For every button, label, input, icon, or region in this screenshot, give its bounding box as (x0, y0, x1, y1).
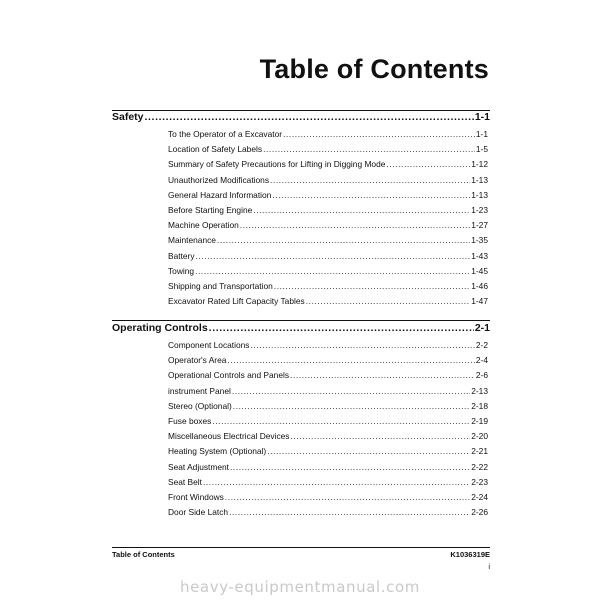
dot-leader (263, 142, 475, 157)
toc-section-operating-controls (112, 320, 490, 520)
footer-document-code: K1036319E (450, 550, 490, 559)
dot-leader (270, 173, 470, 188)
section-heading-safety[interactable] (112, 109, 490, 125)
dot-leader (227, 353, 474, 368)
toc-entry[interactable] (168, 173, 488, 188)
toc-entry-label: Operator's Area (168, 355, 227, 366)
dot-leader (283, 127, 475, 142)
toc-entry-label: Seat Adjustment (168, 461, 229, 472)
toc-entry-page: 1-23 (471, 204, 488, 215)
dot-leader (386, 157, 470, 172)
toc-entry-page: 2-24 (471, 491, 488, 502)
section-heading-operating-controls[interactable] (112, 320, 490, 336)
toc-entry-label: Machine Operation (168, 220, 239, 231)
toc-entry[interactable] (168, 279, 488, 294)
toc-entry-page: 1-45 (471, 265, 488, 276)
toc-entries-safety (112, 127, 490, 309)
toc-entry[interactable] (168, 414, 488, 429)
dot-leader (272, 188, 470, 203)
dot-leader (212, 414, 470, 429)
toc-entry-label: Towing (168, 265, 195, 276)
toc-entry-page: 2-26 (471, 507, 488, 518)
toc-entry-label: To the Operator of a Excavator (168, 129, 283, 139)
toc-entry-page: 2-22 (471, 461, 488, 472)
toc-entry[interactable] (168, 218, 488, 233)
footer-title: Table of Contents (112, 550, 175, 559)
toc-entry-page: 2-23 (471, 476, 488, 487)
dot-leader (267, 444, 470, 459)
toc-entries-operating-controls (112, 338, 490, 520)
dot-leader (145, 109, 474, 125)
dot-leader (233, 399, 470, 414)
section-heading-page: 2-1 (474, 322, 490, 334)
toc-entry-label: Seat Belt (168, 476, 202, 487)
toc-entry-page: 1-1 (475, 129, 488, 139)
toc-entry-label: Heating System (Optional) (168, 446, 267, 457)
toc-entry-label: Battery (168, 250, 195, 261)
toc-entry[interactable] (168, 233, 488, 248)
toc-entry-page: 2-6 (475, 370, 488, 381)
toc-entry[interactable] (168, 157, 488, 172)
toc-entry-label: Summary of Safety Precautions for Lifting in Digging Mode (168, 159, 386, 170)
dot-leader (253, 203, 470, 218)
toc-entry[interactable] (168, 353, 488, 368)
toc-entry-label: instrument Panel (168, 385, 231, 396)
dot-leader (217, 233, 470, 248)
toc-entry-page: 1-43 (471, 250, 488, 261)
toc-entry-page: 1-47 (471, 296, 488, 307)
toc-entry[interactable] (168, 368, 488, 383)
dot-leader (195, 264, 470, 279)
toc-entry-label: Miscellaneous Electrical Devices (168, 431, 290, 442)
toc-entry-label: General Hazard Information (168, 189, 272, 200)
toc-entry-label: Unauthorized Modifications (168, 174, 270, 185)
page-title: Table of Contents (259, 54, 489, 84)
toc-entry[interactable] (168, 294, 488, 309)
toc-entry-page: 2-13 (471, 385, 488, 396)
toc-entry[interactable] (168, 264, 488, 279)
toc-entry-page: 2-20 (471, 431, 488, 442)
toc-entry[interactable] (168, 142, 488, 157)
toc-entry-page: 1-12 (471, 159, 488, 170)
toc-entry-label: Operational Controls and Panels (168, 370, 290, 381)
toc-entry-label: Shipping and Transportation (168, 280, 273, 291)
toc-entry-label: Excavator Rated Lift Capacity Tables (168, 296, 305, 307)
section-heading-page: 1-1 (474, 111, 490, 123)
toc-entry-page: 1-27 (471, 220, 488, 231)
toc-entry[interactable] (168, 203, 488, 218)
toc-entry[interactable] (168, 384, 488, 399)
dot-leader (240, 218, 470, 233)
toc-entry[interactable] (168, 399, 488, 414)
toc-entry[interactable] (168, 505, 488, 520)
toc-entry-label: Maintenance (168, 235, 216, 246)
dot-leader (290, 429, 470, 444)
toc-entry-label: Before Starting Engine (168, 204, 253, 215)
section-heading-label: Operating Controls (112, 322, 208, 334)
toc-entry-page: 2-21 (471, 446, 488, 457)
toc-entry-page: 1-13 (471, 174, 488, 185)
toc-entry-page: 1-35 (471, 235, 488, 246)
dot-leader (250, 338, 474, 353)
dot-leader (196, 249, 471, 264)
toc-entry-label: Door Side Latch (168, 507, 229, 518)
toc-entry[interactable] (168, 127, 488, 142)
toc-entry[interactable] (168, 338, 488, 353)
toc-entry-page: 1-13 (471, 189, 488, 200)
toc-entry[interactable] (168, 490, 488, 505)
toc-entry-label: Fuse boxes (168, 415, 212, 426)
toc-entry[interactable] (168, 429, 488, 444)
toc-entry[interactable] (168, 460, 488, 475)
toc-entry-page: 2-18 (471, 400, 488, 411)
toc-entry[interactable] (168, 249, 488, 264)
toc-entry-label: Front Windows (168, 491, 224, 502)
toc-entry-page: 2-2 (475, 340, 488, 350)
dot-leader (274, 279, 470, 294)
toc-entry[interactable] (168, 188, 488, 203)
toc-entry-page: 1-46 (471, 280, 488, 291)
toc-entry-page: 2-19 (471, 415, 488, 426)
dot-leader (225, 490, 470, 505)
footer-rule (112, 547, 490, 548)
toc-entry-page: 2-4 (475, 355, 488, 366)
dot-leader (229, 505, 470, 520)
toc-entry-label: Location of Safety Labels (168, 144, 263, 155)
toc-entry[interactable] (168, 475, 488, 490)
toc-entry-page: 1-5 (475, 144, 488, 155)
toc-section-safety (112, 109, 490, 309)
watermark: heavy-equipmentmanual.com (180, 578, 420, 596)
section-heading-label: Safety (112, 111, 144, 123)
dot-leader (290, 368, 475, 383)
footer-page-number: i (488, 562, 490, 571)
dot-leader (232, 384, 470, 399)
dot-leader (203, 475, 470, 490)
toc-entry-label: Stereo (Optional) (168, 400, 232, 411)
toc-entry-label: Component Locations (168, 340, 250, 350)
dot-leader (230, 460, 470, 475)
dot-leader (306, 294, 471, 309)
toc-entry[interactable] (168, 444, 488, 459)
dot-leader (209, 320, 474, 336)
